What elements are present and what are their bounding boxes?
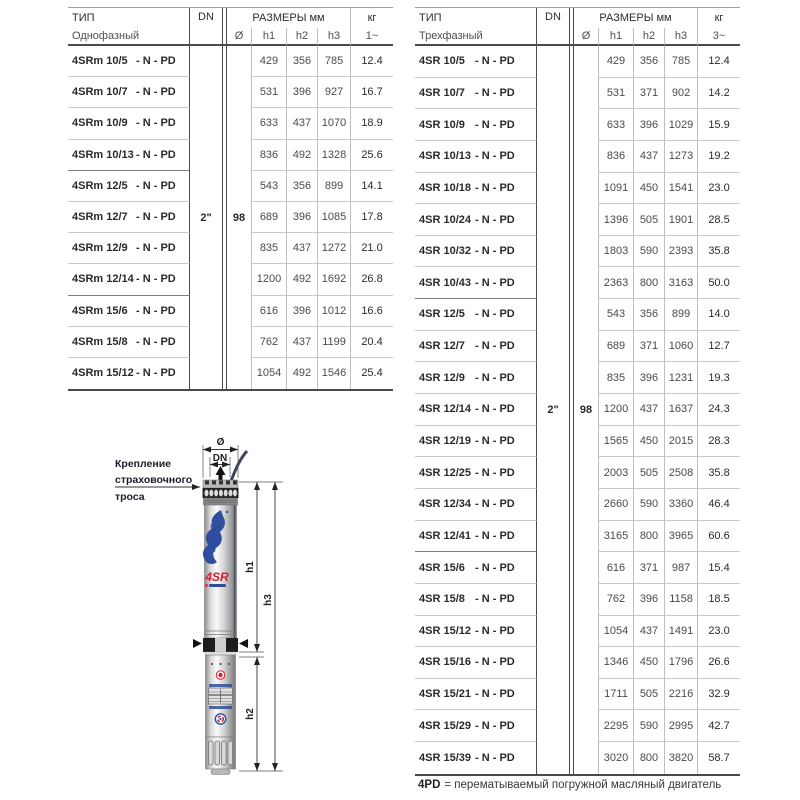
model-suffix: - N - PD xyxy=(475,245,515,258)
weight-value: 23.0 xyxy=(697,616,740,648)
h3-value: 1491 xyxy=(664,616,697,648)
model-code: 4SR 12/5 xyxy=(419,308,465,321)
model-code: 4SR 10/32 xyxy=(419,245,471,258)
model-cell xyxy=(415,584,537,616)
model-code: 4SR 10/13 xyxy=(419,150,471,163)
model-suffix: - N - PD xyxy=(136,117,176,130)
model-code: 4SR 10/5 xyxy=(419,55,465,68)
pump-dimension-diagram xyxy=(105,428,315,798)
model-code: 4SRm 12/7 xyxy=(72,211,128,224)
h2-value: 505 xyxy=(633,204,664,236)
phase-label: Трехфазный xyxy=(415,28,537,46)
weight-value: 25.4 xyxy=(350,358,393,389)
h1-value: 1091 xyxy=(598,173,633,205)
model-cell xyxy=(415,647,537,679)
model-suffix: - N - PD xyxy=(136,148,176,161)
phase-symbol: 1~ xyxy=(350,28,393,46)
h2-value: 590 xyxy=(633,236,664,268)
model-code: 4SRm 12/9 xyxy=(72,242,128,255)
h3-value: 1012 xyxy=(317,296,350,327)
model-suffix: - N - PD xyxy=(475,118,515,131)
h2-column-header: h2 xyxy=(633,28,664,46)
model-suffix: - N - PD xyxy=(475,561,515,574)
h1-value: 1396 xyxy=(598,204,633,236)
model-suffix: - N - PD xyxy=(475,150,515,163)
model-code: 4SRm 12/14 xyxy=(72,273,134,286)
brand-mark xyxy=(206,584,208,587)
h3-value: 1158 xyxy=(664,584,697,616)
h1-value: 1054 xyxy=(251,358,286,389)
h2-value: 396 xyxy=(633,584,664,616)
footnote-term: 4PD xyxy=(418,779,441,791)
h1-value: 835 xyxy=(251,233,286,264)
h1-value: 762 xyxy=(251,327,286,358)
h2-value: 450 xyxy=(633,426,664,458)
h3-value: 899 xyxy=(317,171,350,202)
weight-value: 28.3 xyxy=(697,426,740,458)
weight-value: 26.8 xyxy=(350,264,393,295)
weight-value: 32.9 xyxy=(697,679,740,711)
h3-value: 3965 xyxy=(664,521,697,553)
phase-label: Однофазный xyxy=(68,28,190,46)
model-cell xyxy=(415,267,537,299)
model-code: 4SR 12/41 xyxy=(419,529,471,542)
h1-value: 1803 xyxy=(598,236,633,268)
weight-value: 35.8 xyxy=(697,457,740,489)
h2-value: 437 xyxy=(633,616,664,648)
h1-value: 1565 xyxy=(598,426,633,458)
weight-value: 23.0 xyxy=(697,173,740,205)
h3-value: 3163 xyxy=(664,267,697,299)
model-suffix: - N - PD xyxy=(475,435,515,447)
h3-value: 1060 xyxy=(664,331,697,363)
dn-column-header: DN xyxy=(190,8,222,46)
weight-value: 14.0 xyxy=(697,299,740,331)
h1-value: 836 xyxy=(251,140,286,171)
diameter-value: 98 xyxy=(232,211,246,224)
model-suffix: - N - PD xyxy=(136,335,176,348)
h3-value: 1328 xyxy=(317,140,350,171)
h1-value: 3020 xyxy=(598,742,633,774)
h1-value: 531 xyxy=(251,77,286,108)
weight-value: 42.7 xyxy=(697,710,740,742)
model-code: 4SR 12/25 xyxy=(419,466,471,479)
h2-value: 356 xyxy=(633,299,664,331)
model-code: 4SR 10/7 xyxy=(419,86,465,99)
model-suffix: - N - PD xyxy=(136,304,176,317)
model-code: 4SR 15/29 xyxy=(419,719,471,732)
h2-value: 505 xyxy=(633,457,664,489)
model-suffix: - N - PD xyxy=(136,367,176,380)
weight-value: 58.7 xyxy=(697,742,740,774)
model-cell xyxy=(415,394,537,426)
model-cell xyxy=(415,78,537,110)
weight-value: 60.6 xyxy=(697,521,740,553)
model-cell xyxy=(68,358,190,389)
h2-value: 437 xyxy=(633,141,664,173)
pump-drawing xyxy=(193,451,248,775)
model-cell xyxy=(415,457,537,489)
h3-value: 2015 xyxy=(664,426,697,458)
h3-value: 1901 xyxy=(664,204,697,236)
h1-value: 543 xyxy=(251,171,286,202)
h1-value: 2295 xyxy=(598,710,633,742)
h3-value: 3360 xyxy=(664,489,697,521)
h2-value: 371 xyxy=(633,552,664,584)
model-suffix: - N - PD xyxy=(475,529,515,542)
h2-value: 356 xyxy=(633,46,664,78)
model-suffix: - N - PD xyxy=(475,55,515,68)
h1-column-header: h1 xyxy=(598,28,633,46)
h3-value: 1273 xyxy=(664,141,697,173)
h1-value: 1200 xyxy=(598,394,633,426)
model-suffix: - N - PD xyxy=(475,308,515,321)
weight-column-header: кг xyxy=(350,8,393,28)
model-cell xyxy=(415,299,537,331)
h2-value: 437 xyxy=(286,233,317,264)
weight-column-header: кг xyxy=(697,8,740,28)
model-cell xyxy=(415,173,537,205)
h3-value: 785 xyxy=(664,46,697,78)
h3-value: 1070 xyxy=(317,108,350,139)
h1-value: 543 xyxy=(598,299,633,331)
model-suffix: - N - PD xyxy=(475,688,515,701)
h3-value: 902 xyxy=(664,78,697,110)
model-cell xyxy=(68,46,190,77)
weight-value: 21.0 xyxy=(350,233,393,264)
model-suffix: - N - PD xyxy=(136,86,176,99)
model-code: 4SRm 10/5 xyxy=(72,55,128,68)
type-column-header: ТИП xyxy=(415,8,537,28)
h2-value: 492 xyxy=(286,140,317,171)
model-code: 4SRm 12/5 xyxy=(72,179,128,192)
weight-value: 14.1 xyxy=(350,171,393,202)
h2-value: 371 xyxy=(633,78,664,110)
h3-value: 1199 xyxy=(317,327,350,358)
h2-value: 356 xyxy=(286,46,317,77)
h2-value: 590 xyxy=(633,710,664,742)
h3-value: 2216 xyxy=(664,679,697,711)
h1-value: 3165 xyxy=(598,521,633,553)
h1-value: 2003 xyxy=(598,457,633,489)
model-cell xyxy=(415,204,537,236)
model-cell xyxy=(68,140,190,171)
model-code: 4SRm 15/8 xyxy=(72,335,128,348)
model-suffix: - N - PD xyxy=(475,86,515,99)
model-suffix: - N - PD xyxy=(136,242,176,255)
weight-value: 15.9 xyxy=(697,109,740,141)
weight-value: 19.2 xyxy=(697,141,740,173)
model-cell xyxy=(415,362,537,394)
model-suffix: - N - PD xyxy=(475,213,515,226)
model-code: 4SR 10/18 xyxy=(419,181,471,194)
h2-value: 396 xyxy=(286,202,317,233)
h1-value: 2660 xyxy=(598,489,633,521)
h1-column-header: h1 xyxy=(251,28,286,46)
model-suffix: - N - PD xyxy=(475,466,515,479)
h3-column-header: h3 xyxy=(664,28,697,46)
model-cell xyxy=(415,141,537,173)
model-code: 4SRm 15/6 xyxy=(72,304,128,317)
diameter-dim-label: Ø xyxy=(216,437,225,448)
weight-value: 17.8 xyxy=(350,202,393,233)
h3-value: 3820 xyxy=(664,742,697,774)
model-suffix: - N - PD xyxy=(136,273,176,286)
brand-wordmark-bar xyxy=(209,584,226,587)
power-cable xyxy=(231,451,247,481)
weight-value: 26.6 xyxy=(697,647,740,679)
model-cell xyxy=(68,233,190,264)
model-suffix: - N - PD xyxy=(475,751,515,764)
model-cell xyxy=(68,77,190,108)
bottom-cap xyxy=(211,769,230,775)
h2-value: 492 xyxy=(286,264,317,295)
h2-value: 450 xyxy=(633,173,664,205)
brand-text: 4SR xyxy=(205,570,229,584)
model-cell xyxy=(415,426,537,458)
h3-value: 899 xyxy=(664,299,697,331)
dn-value: 2" xyxy=(200,211,212,224)
h1-value: 1711 xyxy=(598,679,633,711)
dn-value: 2" xyxy=(547,403,559,416)
model-code: 4SR 15/6 xyxy=(419,561,465,574)
model-code: 4SRm 10/13 xyxy=(72,148,134,161)
h3-dim-label: h3 xyxy=(263,594,274,606)
dn-column-header: DN xyxy=(537,8,569,46)
model-suffix: - N - PD xyxy=(136,55,176,68)
weight-value: 18.9 xyxy=(350,108,393,139)
h1-value: 762 xyxy=(598,584,633,616)
model-cell xyxy=(415,679,537,711)
spec-row xyxy=(415,46,740,78)
h2-value: 800 xyxy=(633,742,664,774)
model-code: 4SRm 15/12 xyxy=(72,367,134,380)
model-code: 4SR 12/7 xyxy=(419,340,465,353)
h3-value: 2393 xyxy=(664,236,697,268)
model-cell xyxy=(415,710,537,742)
h2-value: 800 xyxy=(633,521,664,553)
h1-value: 633 xyxy=(598,109,633,141)
model-cell xyxy=(68,327,190,358)
model-cell xyxy=(68,171,190,202)
h2-value: 396 xyxy=(286,296,317,327)
h2-dim-label: h2 xyxy=(245,708,256,720)
footnote xyxy=(418,779,721,791)
rope-label-line2: страховочного xyxy=(115,474,193,486)
h2-value: 450 xyxy=(633,647,664,679)
model-suffix: - N - PD xyxy=(136,211,176,224)
h3-value: 1541 xyxy=(664,173,697,205)
inflow-arrow-right-icon xyxy=(239,639,248,648)
model-cell xyxy=(68,264,190,295)
h2-value: 437 xyxy=(286,108,317,139)
rope-label-line1: Крепление xyxy=(115,458,172,470)
h3-value: 1692 xyxy=(317,264,350,295)
dn-dim-label: DN xyxy=(212,453,228,464)
rope-attachment-callout xyxy=(115,458,200,503)
h2-value: 437 xyxy=(286,327,317,358)
model-suffix: - N - PD xyxy=(475,371,515,384)
type-column-header: ТИП xyxy=(68,8,190,28)
weight-value: 25.6 xyxy=(350,140,393,171)
h3-column-header: h3 xyxy=(317,28,350,46)
weight-value: 50.0 xyxy=(697,267,740,299)
h2-value: 590 xyxy=(633,489,664,521)
model-code: 4SRm 10/7 xyxy=(72,86,128,99)
h2-value: 396 xyxy=(633,109,664,141)
model-code: 4SR 10/24 xyxy=(419,213,471,226)
head-band xyxy=(204,498,238,505)
model-suffix: - N - PD xyxy=(475,403,515,416)
model-cell xyxy=(415,521,537,553)
model-suffix: - N - PD xyxy=(475,656,515,669)
diameter-column-header: Ø xyxy=(574,28,598,46)
weight-value: 19.3 xyxy=(697,362,740,394)
weight-value: 12.7 xyxy=(697,331,740,363)
model-suffix: - N - PD xyxy=(136,179,176,192)
h1-value: 689 xyxy=(251,202,286,233)
model-suffix: - N - PD xyxy=(475,593,515,606)
model-cell xyxy=(415,109,537,141)
model-code: 4SRm 10/9 xyxy=(72,117,128,130)
model-cell xyxy=(415,616,537,648)
h1-value: 429 xyxy=(598,46,633,78)
h3-value: 1085 xyxy=(317,202,350,233)
h2-value: 396 xyxy=(286,77,317,108)
model-code: 4SR 10/9 xyxy=(419,118,465,131)
weight-value: 24.3 xyxy=(697,394,740,426)
diameter-value: 98 xyxy=(579,403,593,416)
h3-value: 2995 xyxy=(664,710,697,742)
model-code: 4SR 12/34 xyxy=(419,498,471,511)
h3-value: 1272 xyxy=(317,233,350,264)
weight-value: 16.6 xyxy=(350,296,393,327)
h1-value: 835 xyxy=(598,362,633,394)
model-suffix: - N - PD xyxy=(475,340,515,353)
single-phase-spec-table xyxy=(68,7,393,391)
weight-value: 18.5 xyxy=(697,584,740,616)
model-cell xyxy=(415,46,537,78)
h2-value: 356 xyxy=(286,171,317,202)
model-cell xyxy=(415,331,537,363)
h3-value: 1637 xyxy=(664,394,697,426)
h3-value: 1029 xyxy=(664,109,697,141)
phase-symbol: 3~ xyxy=(697,28,740,46)
h1-value: 2363 xyxy=(598,267,633,299)
h1-value: 1200 xyxy=(251,264,286,295)
h1-dim-label: h1 xyxy=(245,561,256,573)
model-code: 4SR 15/21 xyxy=(419,688,471,701)
model-code: 4SR 15/12 xyxy=(419,624,471,637)
sizes-column-header: РАЗМЕРЫ мм xyxy=(252,12,325,24)
h3-value: 2508 xyxy=(664,457,697,489)
coupling-slot xyxy=(215,638,226,652)
h2-value: 505 xyxy=(633,679,664,711)
h1-value: 616 xyxy=(251,296,286,327)
h1-value: 616 xyxy=(598,552,633,584)
model-suffix: - N - PD xyxy=(475,719,515,732)
round-logo-badge xyxy=(215,714,225,724)
h1-value: 531 xyxy=(598,78,633,110)
model-cell xyxy=(68,296,190,327)
model-suffix: - N - PD xyxy=(475,498,515,511)
footnote-text: = перематываемый погружной масляный двигатель xyxy=(444,779,722,791)
inflow-arrow-left-icon xyxy=(193,639,202,648)
model-cell xyxy=(415,236,537,268)
model-code: 4SR 12/14 xyxy=(419,403,471,416)
weight-value: 12.4 xyxy=(697,46,740,78)
h2-value: 371 xyxy=(633,331,664,363)
model-cell xyxy=(415,742,537,774)
sizes-column-header: РАЗМЕРЫ мм xyxy=(599,12,672,24)
weight-value: 46.4 xyxy=(697,489,740,521)
diameter-column-header: Ø xyxy=(227,28,251,46)
h1-value: 633 xyxy=(251,108,286,139)
model-code: 4SR 15/8 xyxy=(419,593,465,606)
model-suffix: - N - PD xyxy=(475,624,515,637)
h3-value: 1231 xyxy=(664,362,697,394)
h1-value: 836 xyxy=(598,141,633,173)
weight-value: 16.7 xyxy=(350,77,393,108)
h2-value: 800 xyxy=(633,267,664,299)
h1-value: 429 xyxy=(251,46,286,77)
model-code: 4SR 12/19 xyxy=(419,435,471,447)
rope-label-line3: троса xyxy=(115,491,145,503)
h2-column-header: h2 xyxy=(286,28,317,46)
h2-value: 437 xyxy=(633,394,664,426)
h2-value: 396 xyxy=(633,362,664,394)
flow-arrow-icon xyxy=(216,466,226,480)
h3-value: 785 xyxy=(317,46,350,77)
model-suffix: - N - PD xyxy=(475,276,515,289)
h3-value: 1546 xyxy=(317,358,350,389)
h2-value: 492 xyxy=(286,358,317,389)
weight-value: 28.5 xyxy=(697,204,740,236)
model-cell xyxy=(415,489,537,521)
h1-value: 1054 xyxy=(598,616,633,648)
h3-value: 927 xyxy=(317,77,350,108)
model-cell xyxy=(68,202,190,233)
weight-value: 15.4 xyxy=(697,552,740,584)
spec-row xyxy=(68,46,393,77)
weight-value: 20.4 xyxy=(350,327,393,358)
model-code: 4SR 12/9 xyxy=(419,371,465,384)
h3-value: 1796 xyxy=(664,647,697,679)
three-phase-spec-table xyxy=(415,7,740,776)
weight-value: 35.8 xyxy=(697,236,740,268)
model-code: 4SR 15/16 xyxy=(419,656,471,669)
weight-value: 12.4 xyxy=(350,46,393,77)
model-cell xyxy=(415,552,537,584)
h1-value: 1346 xyxy=(598,647,633,679)
model-cell xyxy=(68,108,190,139)
model-code: 4SR 15/39 xyxy=(419,751,471,764)
model-code: 4SR 10/43 xyxy=(419,276,471,289)
h1-value: 689 xyxy=(598,331,633,363)
weight-value: 14.2 xyxy=(697,78,740,110)
h3-value: 987 xyxy=(664,552,697,584)
model-suffix: - N - PD xyxy=(475,181,515,194)
